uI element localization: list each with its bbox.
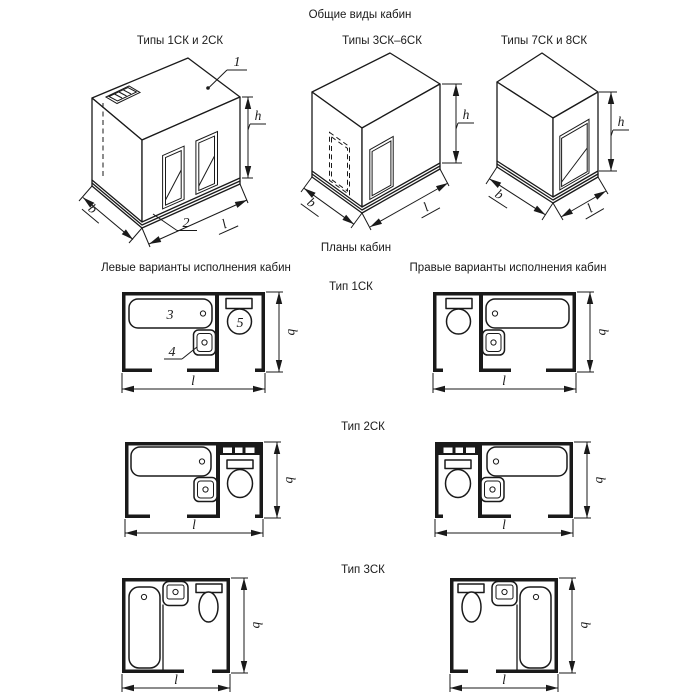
isometric-view-types-1-2 (79, 55, 266, 247)
view-subtitle-1: Типы 1СК и 2СК (136, 35, 224, 47)
callout-5: 5 (236, 316, 244, 331)
dim-label-l: l (420, 199, 432, 215)
plans-title: Планы кабин (320, 242, 392, 254)
plan-2sk-right (435, 442, 573, 518)
dim-label-l: l (502, 672, 506, 687)
isometric-view-types-3-6 (301, 53, 474, 230)
dim-label-l: l (192, 517, 196, 532)
view-subtitle-3: Типы 7СК и 8СК (500, 35, 588, 47)
dim-label-b: b (285, 328, 300, 336)
dim-label-b: b (578, 621, 593, 629)
row-label-1sk: Тип 1СК (329, 281, 373, 293)
isometric-view-types-7-8 (486, 53, 629, 220)
dimension-height (242, 97, 266, 178)
callout-1 (206, 55, 247, 90)
dim-label-l: l (502, 373, 506, 388)
plan-2sk-left (125, 442, 263, 518)
dim-label-b: b (304, 194, 319, 211)
row-label-3sk: Тип 3СК (341, 564, 385, 576)
dim-label-b: b (85, 200, 101, 217)
view-subtitle-2: Типы 3СК–6СК (342, 35, 422, 47)
plan-3sk-left (122, 578, 230, 673)
column-header-right: Правые варианты исполнения кабин (409, 262, 607, 274)
dim-label-h: h (254, 108, 262, 123)
plan-1sk-right (433, 292, 576, 372)
dim-label-b: b (283, 476, 298, 484)
plan-1sk-left (122, 292, 265, 372)
svg-text:1: 1 (233, 55, 241, 70)
plan-3sk-right (450, 578, 558, 673)
dimension-height (599, 92, 629, 171)
figure-title: Общие виды кабин (308, 9, 412, 21)
dim-label-l: l (502, 517, 506, 532)
row-label-2sk: Тип 2СК (341, 421, 385, 433)
column-header-left: Левые варианты исполнения кабин (101, 262, 291, 274)
dim-label-l: l (584, 200, 596, 216)
callout-4: 4 (168, 345, 176, 360)
dim-label-l: l (174, 672, 178, 687)
dim-label-l: l (219, 216, 229, 232)
callout-3: 3 (166, 308, 174, 323)
dim-label-h: h (617, 114, 625, 129)
dim-label-h: h (462, 107, 470, 122)
dim-label-b: b (593, 476, 608, 484)
dim-label-b: b (596, 328, 611, 336)
dim-label-b: b (492, 186, 507, 203)
dim-label-l: l (191, 373, 195, 388)
dimension-height (442, 84, 474, 163)
dim-label-b: b (250, 621, 265, 629)
svg-text:2: 2 (182, 216, 190, 231)
